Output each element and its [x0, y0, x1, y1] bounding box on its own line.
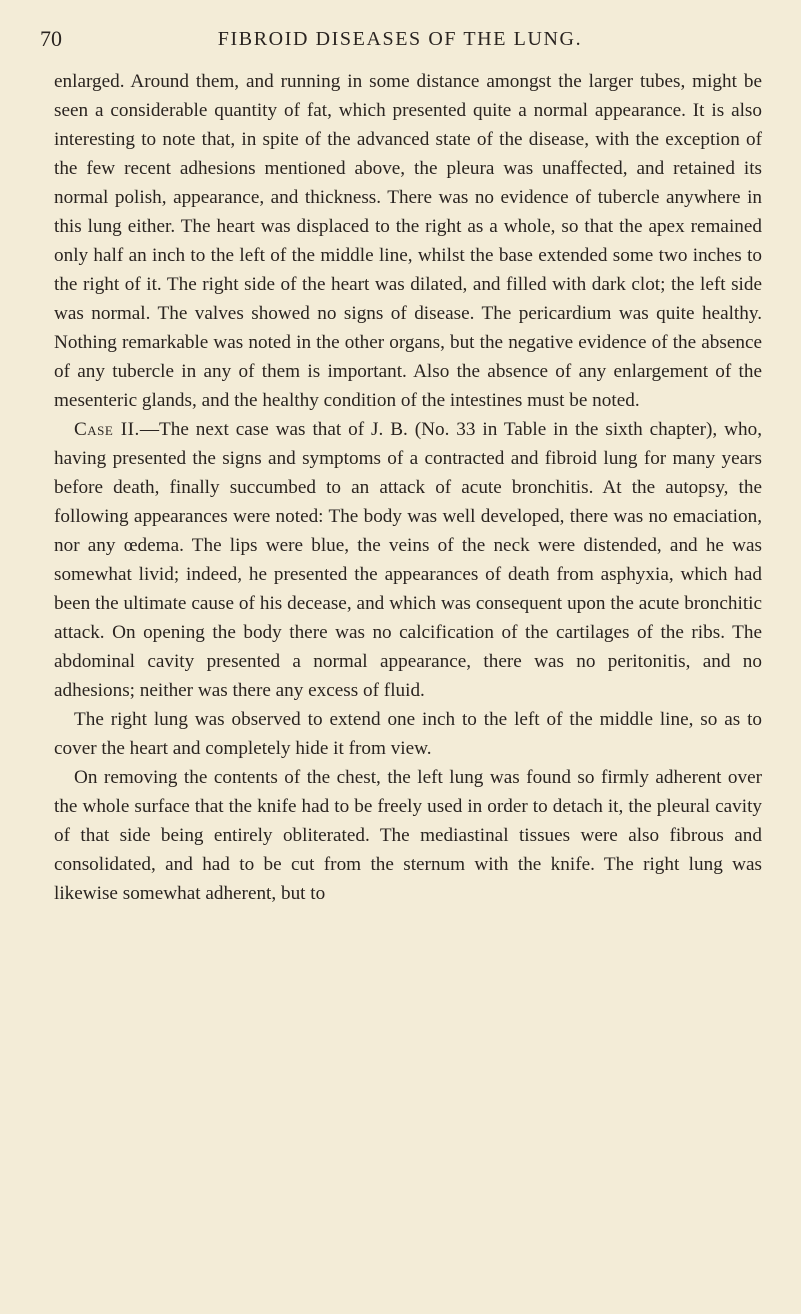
paragraph-left-lung: On removing the contents of the chest, the left lung was found so firmly adherent over the whole surface that the knife had to be freely used in order to detach it, the pleural cavity of that side being entirely obliterated. The mediastinal tissues were also fibrous and consolidated, and had to be cut from the sternum with the knife. The right lung was likewise somewhat adherent, but to [54, 767, 762, 904]
case-two-text: —The next case was that of J. B. (No. 33 in Table in the sixth chapter), who, having presented the signs and symptoms of a contracted and fibroid lung for many years before death, finally succumbed to an attack of acute bronchitis. At the autopsy, the following appearances were noted: The body was well developed, there was no emaciation, nor any œdema. The lips were blue, the veins of the neck were distended, and he was somewhat livid; indeed, he presented the appearances of death from asphyxia, which had been the ultimate cause of his decease, and which was consequent upon the acute bronchitic attack. On opening the body there was no calcification of the cartilages of the ribs. The abdominal cavity presented a normal appearance, there was no peritonitis, and no adhesions; neither was there any excess of fluid. [54, 419, 762, 701]
page-number: 70 [40, 26, 62, 51]
case-heading: Case II. [74, 419, 140, 440]
body-text [54, 67, 762, 908]
paragraph-continuation: enlarged. Around them, and running in some distance amongst the larger tubes, might be seen a considerable quantity of fat, which presented quite a normal appearance. It is also interesting to note that, in spite of the advanced state of the disease, with the exception of the few recent adhesions mentioned above, the pleura was unaffected, and retained its normal polish, appearance, and thickness. There was no evidence of tubercle anywhere in this lung either. The heart was displaced to the right as a whole, so that the apex remained only half an inch to the left of the middle line, whilst the base extended some two inches to the right of it. The right side of the heart was dilated, and filled with dark clot; the left side was normal. The valves showed no signs of disease. The pericardium was quite healthy. Nothing remarkable was noted in the other organs, but the negative evidence of the absence of any tubercle in any of them is important. Also the absence of any enlargement of the mesenteric glands, and the healthy condition of the intestines must be noted. [54, 71, 762, 411]
page-header [40, 22, 760, 56]
paragraph-case-two [54, 415, 762, 705]
paragraph-right-lung: The right lung was observed to extend one inch to the left of the middle line, so as to cover the heart and completely hide it from view. [54, 709, 762, 759]
running-title: FIBROID DISEASES OF THE LUNG. [217, 28, 583, 50]
